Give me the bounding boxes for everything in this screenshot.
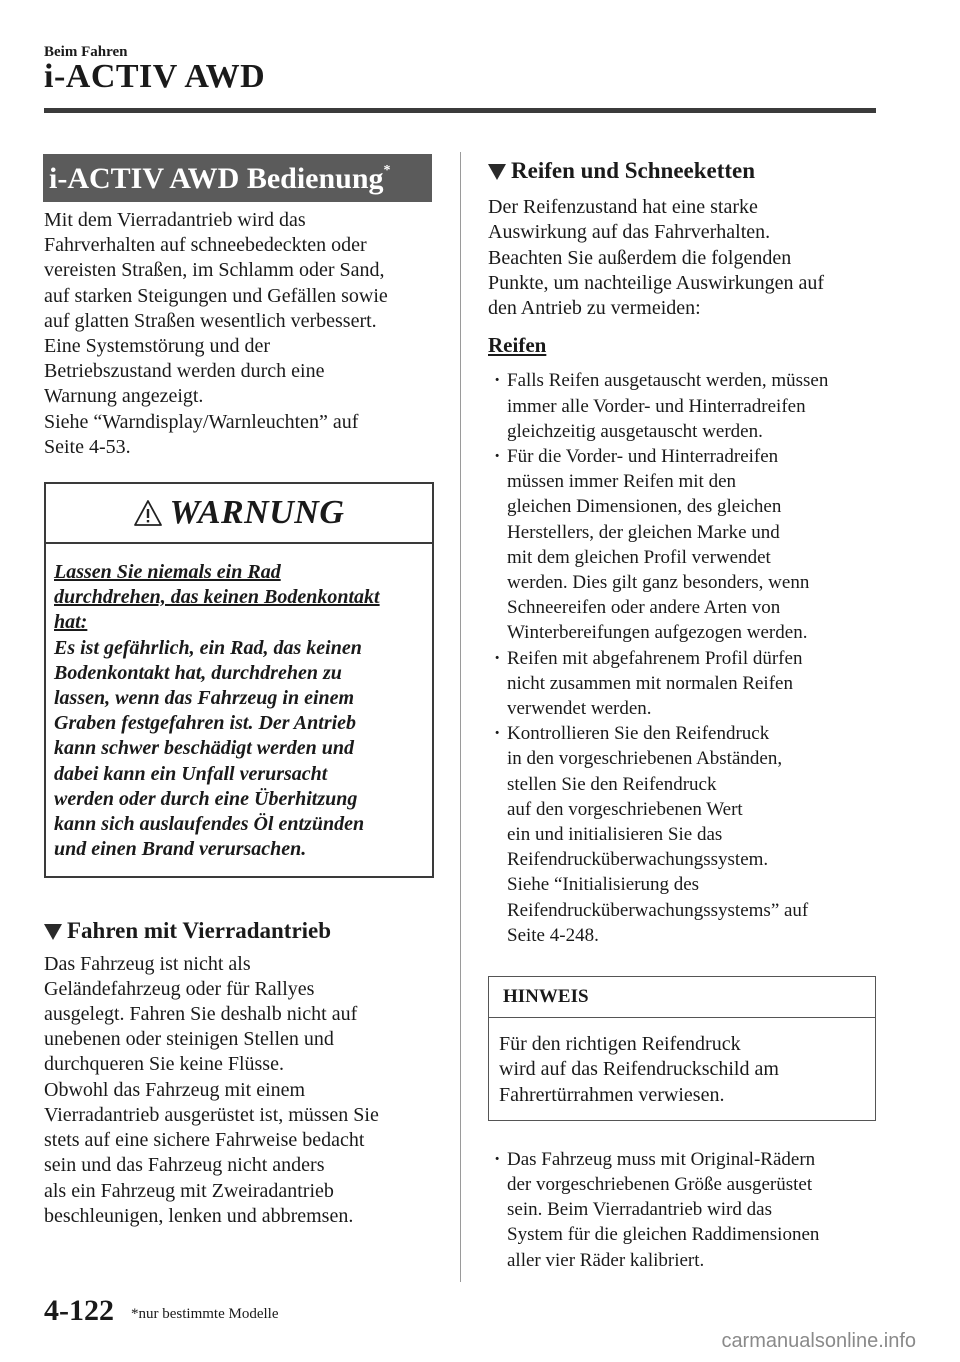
warning-header (46, 484, 432, 544)
watermark: carmanualsonline.info (721, 1330, 916, 1352)
triangle-down-icon (44, 924, 62, 940)
column-divider (460, 152, 461, 1282)
intro-paragraph: Mit dem Vierradantrieb wird das Fahrverhalten auf schneebedeckten oder vereisten Straßen, im Schlamm oder Sand, auf starken Steigungen und Gefällen sowie auf glatten Straßen wesentlich verbessert. Eine Systemstörung und der Betriebszustand werden durch eine Warnung angezeigt. Siehe “Warndisplay/Warnleuchten” auf Seite 4-53. (44, 209, 388, 458)
right-column (488, 154, 880, 1273)
tire-bullet-list (488, 368, 880, 948)
warning-triangle-icon (134, 499, 162, 527)
subheading-reifen: Reifen (488, 333, 547, 358)
note-title: HINWEIS (489, 977, 875, 1018)
warning-body (46, 544, 432, 876)
left-column (44, 154, 436, 1229)
list-item: · Reifen mit abgefahrenem Profil dürfen nicht zusammen mit normalen Reifen verwendet werden. (488, 646, 880, 722)
list-item: · Für die Vorder- und Hinterradreifen müssen immer Reifen mit den gleichen Dimensionen, des gleichen Herstellers, der gleichen Marke und mit dem gleichen Profil verwendet werden. Dies gilt ganz besonders, wenn Schneereifen oder andere Arten von Winterbereifungen aufgezogen werden. (488, 444, 880, 646)
warning-text: Es ist gefährlich, ein Rad, das keinen Bodenkontakt hat, durchdrehen zu lassen, wenn das Fahrzeug in einem Graben festgefahren ist. Der Antrieb kann schwer beschädigt werden und dabei kann ein Unfall verursacht werden oder durch eine Überhitzung kann sich auslaufendes Öl entzünden und einen Brand verursachen. (54, 636, 365, 861)
banner-asterisk: * (383, 163, 391, 178)
warning-title: WARNUNG (169, 494, 345, 532)
page-number: 4-122 (44, 1294, 114, 1327)
section-heading-awd (44, 918, 436, 943)
section-heading-tires (488, 158, 880, 183)
triangle-down-icon (488, 164, 506, 180)
note-box (488, 976, 876, 1121)
section-heading-awd-text: Fahren mit Vierradantrieb (67, 918, 332, 944)
list-item: · Kontrollieren Sie den Reifendruck in den vorgeschriebenen Abständen, stellen Sie den Reifendruck auf den vorgeschriebenen Wert ein und initialisieren Sie das Reifendrucküberwachungssystem. Siehe “Initialisierung des Reifendrucküberwachungssystems” auf Seite 4-248. (488, 721, 880, 948)
awd-paragraph: Das Fahrzeug ist nicht als Geländefahrzeug oder für Rallyes ausgelegt. Fahren Sie deshalb nicht auf unebenen oder steinigen Stellen und durchqueren Sie keine Flüsse. Obwohl das Fahrzeug mit einem Vierradantrieb ausgerüstet ist, müssen Sie stets auf eine sichere Fahrweise bedacht sein und das Fahrzeug nicht anders als ein Fahrzeug mit Zweiradantrieb beschleunigen, lenken und abbremsen. (44, 952, 379, 1227)
list-item: · Falls Reifen ausgetauscht werden, müssen immer alle Vorder- und Hinterradreifen gleichzeitig ausgetauscht werden. (488, 368, 880, 444)
banner-title: i-ACTIV AWD Bedienung (49, 162, 384, 195)
note-body: Für den richtigen Reifendruck wird auf das Reifendruckschild am Fahrertürrahmen verwiesen. (499, 1033, 779, 1106)
section-label: Beim Fahren (44, 44, 128, 60)
tire-bullet-list-2 (488, 1147, 880, 1273)
page-title: i-ACTIV AWD (44, 58, 266, 95)
list-item: · Das Fahrzeug muss mit Original-Rädern der vorgeschriebenen Größe ausgerüstet sein. Beim Vierradantrieb wird das System für die gleichen Raddimensionen aller vier Räder kalibriert. (488, 1147, 880, 1273)
header-rule (44, 108, 876, 113)
warning-box (44, 482, 434, 878)
section-banner (43, 154, 432, 202)
section-heading-tires-text: Reifen und Schneeketten (511, 158, 756, 183)
warning-lead: Lassen Sie niemals ein Rad durchdrehen, das keinen Bodenkontakt hat: (54, 561, 380, 634)
tires-intro: Der Reifenzustand hat eine starke Auswirkung auf das Fahrverhalten. Beachten Sie außerdem die folgenden Punkte, um nachteilige Auswirkungen auf den Antrieb zu vermeiden: (488, 196, 825, 320)
footnote: *nur bestimmte Modelle (131, 1306, 279, 1322)
